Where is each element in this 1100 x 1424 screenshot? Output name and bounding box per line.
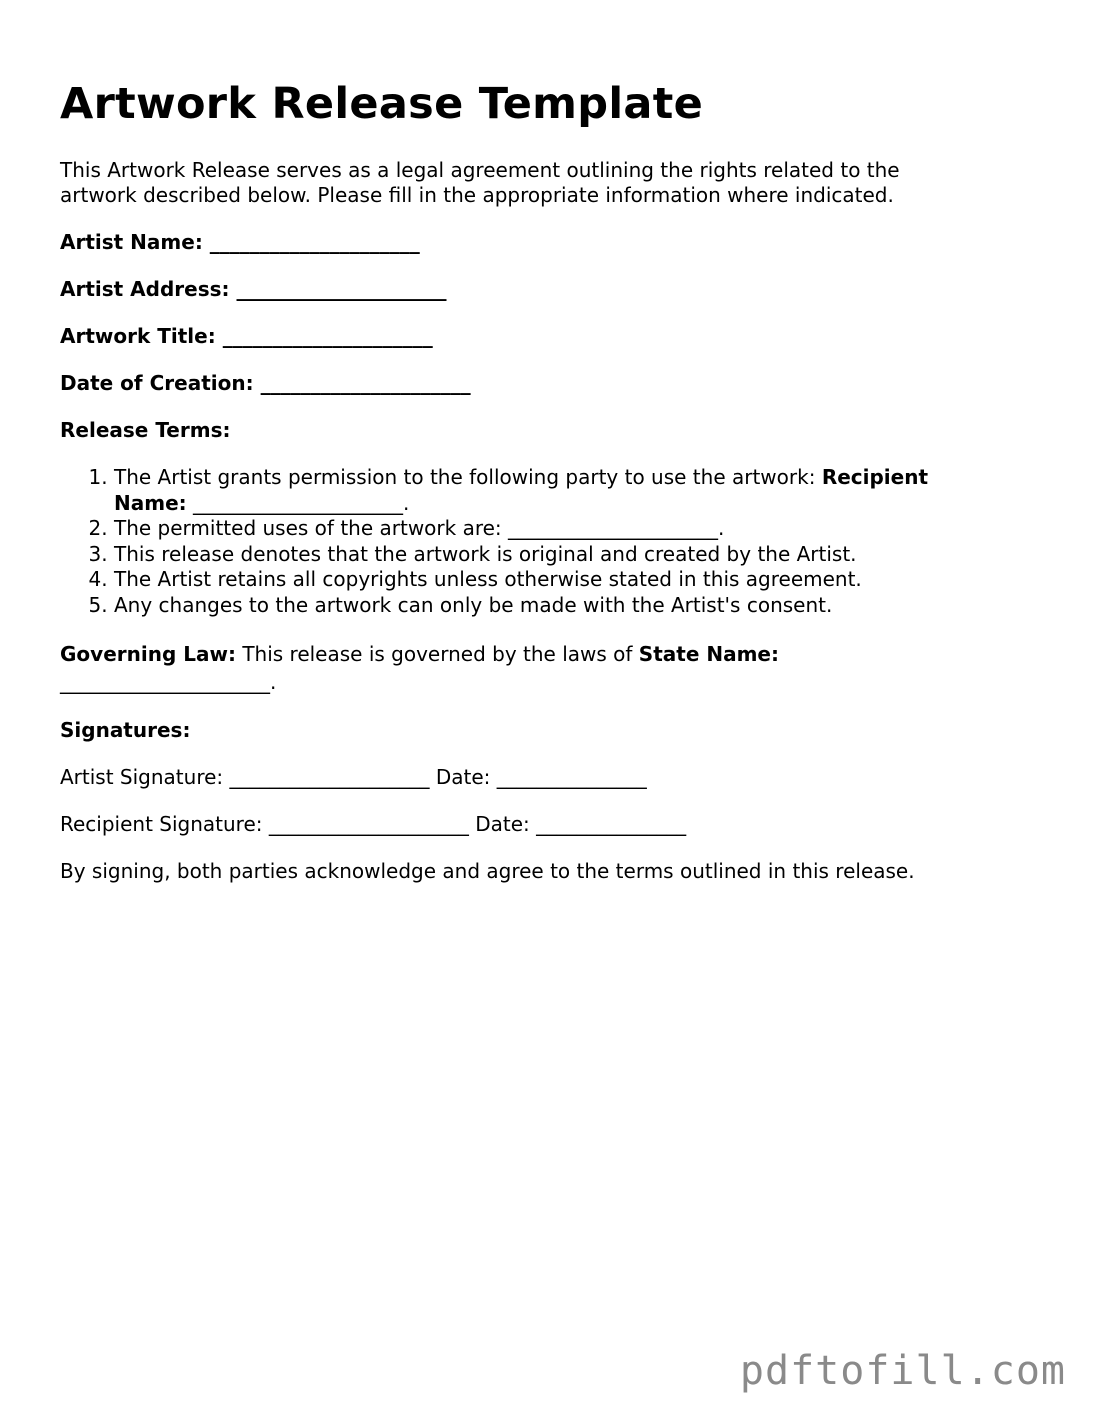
artist-name-blank[interactable]: _____________________ bbox=[209, 230, 420, 254]
list-item: 1. The Artist grants permission to the following party to use the artwork: Recipient Name: _____________________. bbox=[114, 465, 994, 516]
release-terms-heading: Release Terms: bbox=[60, 418, 231, 442]
artist-address-blank[interactable]: _____________________ bbox=[236, 277, 447, 301]
artwork-title-label: Artwork Title: bbox=[60, 324, 216, 348]
document-page bbox=[60, 76, 1020, 884]
artwork-title-blank[interactable]: _____________________ bbox=[222, 324, 433, 348]
recipient-signature-label: Recipient Signature: bbox=[60, 812, 263, 836]
recipient-name-label: Recipient Name: bbox=[114, 465, 929, 515]
page-title: Artwork Release Template bbox=[60, 79, 704, 129]
artist-name-label: Artist Name: bbox=[60, 230, 203, 254]
closing-statement: By signing, both parties acknowledge and agree to the terms outlined in this release. bbox=[60, 859, 915, 883]
intro-paragraph: This Artwork Release serves as a legal agreement outlining the rights related to the artwork described below. Please fill in the appropriate information where indicated. bbox=[60, 158, 900, 207]
signatures-heading: Signatures: bbox=[60, 718, 191, 742]
artist-date-label: Date: bbox=[435, 765, 491, 789]
permitted-uses-blank[interactable]: _____________________ bbox=[508, 516, 719, 540]
date-of-creation-blank[interactable]: _____________________ bbox=[260, 371, 471, 395]
artist-signature-line bbox=[60, 765, 1020, 790]
artist-signature-blank[interactable]: ____________________ bbox=[229, 765, 430, 789]
term-2-text: The permitted uses of the artwork are: bbox=[114, 516, 502, 540]
term-1-text: The Artist grants permission to the following party to use the artwork: bbox=[114, 465, 816, 489]
list-item bbox=[114, 542, 994, 568]
governing-law-label: Governing Law: bbox=[60, 642, 236, 666]
watermark: pdftofill.com bbox=[739, 1348, 1066, 1394]
list-item bbox=[114, 593, 994, 619]
recipient-signature-line bbox=[60, 812, 1020, 837]
list-item: 2. The permitted uses of the artwork are: _____________________. bbox=[114, 516, 994, 542]
artist-signature-label: Artist Signature: bbox=[60, 765, 224, 789]
term-4-text: The Artist retains all copyrights unless otherwise stated in this agreement. bbox=[114, 567, 862, 591]
artist-address-label: Artist Address: bbox=[60, 277, 230, 301]
term-5-text: Any changes to the artwork can only be made with the Artist's consent. bbox=[114, 592, 833, 617]
recipient-signature-blank[interactable]: ____________________ bbox=[268, 812, 469, 836]
recipient-date-blank[interactable]: _______________ bbox=[536, 812, 687, 836]
artwork-title-field bbox=[60, 324, 1020, 349]
date-of-creation-field bbox=[60, 371, 1020, 396]
recipient-name-blank[interactable]: _____________________ bbox=[193, 490, 403, 515]
state-name-label: State Name: bbox=[638, 642, 779, 666]
artist-name-field bbox=[60, 230, 1020, 255]
date-of-creation-label: Date of Creation: bbox=[60, 371, 254, 395]
artist-address-field bbox=[60, 277, 1020, 302]
governing-law-paragraph: Governing Law: This release is governed by the laws of State Name: _____________________. bbox=[60, 642, 779, 694]
recipient-date-label: Date: bbox=[475, 812, 530, 836]
term-3-text: This release denotes that the artwork is original and created by the Artist. bbox=[114, 541, 857, 566]
governing-law-text: This release is governed by the laws of bbox=[242, 642, 633, 666]
list-item bbox=[114, 567, 994, 593]
artist-date-blank[interactable]: _______________ bbox=[496, 765, 647, 789]
state-name-blank[interactable]: _____________________ bbox=[60, 670, 270, 694]
release-terms-list bbox=[60, 465, 994, 618]
